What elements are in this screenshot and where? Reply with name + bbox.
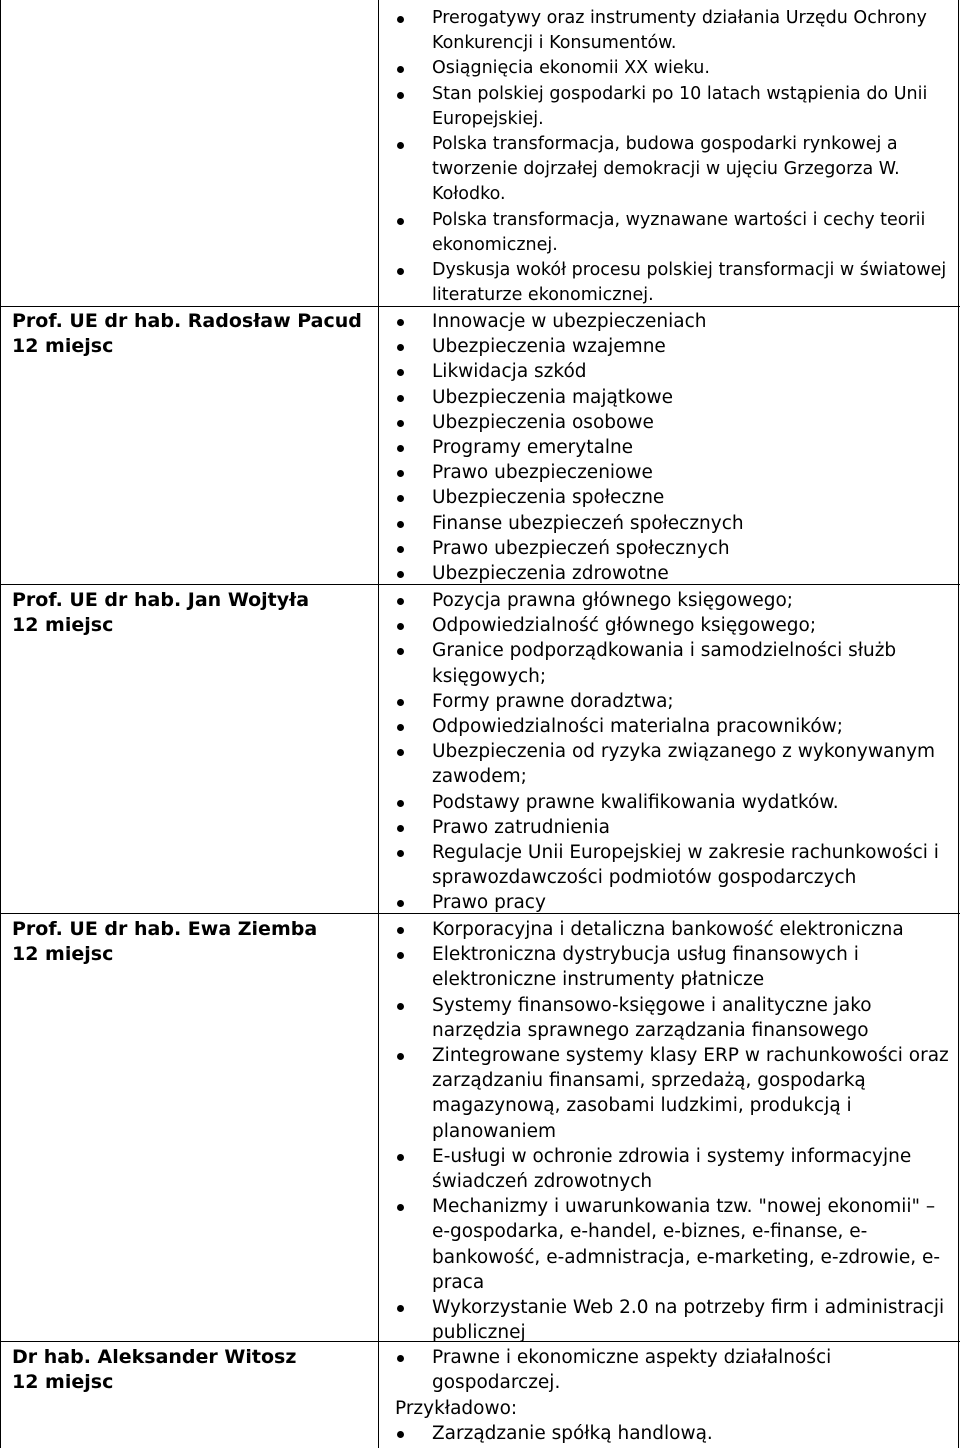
list-item: Podstawy prawne kwalifikowania wydatków. xyxy=(432,790,952,815)
list-item: Programy emerytalne xyxy=(432,435,952,460)
example-topic-list xyxy=(432,1421,952,1446)
list-item: Ubezpieczenia zdrowotne xyxy=(432,561,952,586)
list-item: Prawo ubezpieczeń społecznych xyxy=(432,536,952,561)
lecturer-name: Prof. UE dr hab. Jan Wojtyła xyxy=(12,589,310,611)
list-item: Elektroniczna dystrybucja usług finansowych i elektroniczne instrumenty płatnicze xyxy=(432,942,952,992)
topic-list xyxy=(432,1345,952,1395)
lecturer-cell xyxy=(12,1345,372,1395)
list-item: Mechanizmy i uwarunkowania tzw. "nowej ekonomii" – e-gospodarka, e-handel, e-biznes, e-finanse, e-bankowość, e-admnistracja, e-marketing, e-zdrowie, e-praca xyxy=(432,1194,952,1295)
list-item: Formy prawne doradztwa; xyxy=(432,689,952,714)
list-item: Ubezpieczenia społeczne xyxy=(432,485,952,510)
list-item: Zintegrowane systemy klasy ERP w rachunkowości oraz zarządzaniu finansami, sprzedażą, gospodarką magazynową, zasobami ludzkimi, produkcją i planowaniem xyxy=(432,1043,952,1144)
list-item: E-usługi w ochronie zdrowia i systemy informacyjne świadczeń zdrowotnych xyxy=(432,1144,952,1194)
list-item: Innowacje w ubezpieczeniach xyxy=(432,309,952,334)
list-item: Systemy finansowo-księgowe i analityczne jako narzędzia sprawnego zarządzania finansowego xyxy=(432,993,952,1043)
lecturer-name: Dr hab. Aleksander Witosz xyxy=(12,1346,297,1368)
list-item: Regulacje Unii Europejskiej w zakresie rachunkowości i sprawozdawczości podmiotów gospodarczych xyxy=(432,840,952,890)
list-item: Polska transformacja, wyznawane wartości i cechy teorii ekonomicznej. xyxy=(432,208,952,258)
seat-count: 12 miejsc xyxy=(12,943,114,965)
list-item: Dyskusja wokół procesu polskiej transformacji w światowej literaturze ekonomicznej. xyxy=(432,258,952,308)
list-item: Odpowiedzialność głównego księgowego; xyxy=(432,613,952,638)
list-item: Ubezpieczenia od ryzyka związanego z wykonywanym zawodem; xyxy=(432,739,952,789)
example-label: Przykładowo: xyxy=(395,1398,518,1419)
list-item: Wykorzystanie Web 2.0 na potrzeby firm i administracji publicznej xyxy=(432,1295,952,1345)
seat-count: 12 miejsc xyxy=(12,1371,114,1393)
seat-count: 12 miejsc xyxy=(12,614,114,636)
lecturer-cell xyxy=(12,917,372,967)
list-item: Prawo pracy xyxy=(432,890,952,915)
table-row xyxy=(0,914,960,1344)
list-item: Osiągnięcia ekonomii XX wieku. xyxy=(432,56,952,81)
lecturer-cell xyxy=(12,588,372,638)
list-item: Pozycja prawna głównego księgowego; xyxy=(432,588,952,613)
topic-list xyxy=(432,588,952,916)
list-item: Korporacyjna i detaliczna bankowość elektroniczna xyxy=(432,917,952,942)
list-item: Prerogatywy oraz instrumenty działania Urzędu Ochrony Konkurencji i Konsumentów. xyxy=(432,6,952,56)
list-item: Stan polskiej gospodarki po 10 latach wstąpienia do Unii Europejskiej. xyxy=(432,82,952,132)
list-item: Zarządzanie spółką handlową. xyxy=(432,1421,952,1446)
list-item: Prawo ubezpieczeniowe xyxy=(432,460,952,485)
table-row xyxy=(0,0,960,306)
topic-list xyxy=(432,917,952,1345)
table-row xyxy=(0,585,960,913)
list-item: Likwidacja szkód xyxy=(432,359,952,384)
list-item: Ubezpieczenia majątkowe xyxy=(432,385,952,410)
list-item: Finanse ubezpieczeń społecznych xyxy=(432,511,952,536)
list-item: Granice podporządkowania i samodzielności służb księgowych; xyxy=(432,638,952,688)
lecturer-cell xyxy=(12,309,372,359)
topic-list xyxy=(432,6,952,308)
lecturer-name: Prof. UE dr hab. Radosław Pacud xyxy=(12,310,362,332)
table-row xyxy=(0,307,960,584)
list-item: Prawo zatrudnienia xyxy=(432,815,952,840)
table-row xyxy=(0,1342,960,1448)
list-item: Ubezpieczenia wzajemne xyxy=(432,334,952,359)
topic-list xyxy=(432,309,952,586)
list-item: Odpowiedzialności materialna pracowników; xyxy=(432,714,952,739)
lecturer-name: Prof. UE dr hab. Ewa Ziemba xyxy=(12,918,318,940)
list-item: Polska transformacja, budowa gospodarki rynkowej a tworzenie dojrzałej demokracji w ujęciu Grzegorza W. Kołodko. xyxy=(432,132,952,208)
list-item: Prawne i ekonomiczne aspekty działalności gospodarczej. xyxy=(432,1345,952,1395)
seat-count: 12 miejsc xyxy=(12,335,114,357)
list-item: Ubezpieczenia osobowe xyxy=(432,410,952,435)
